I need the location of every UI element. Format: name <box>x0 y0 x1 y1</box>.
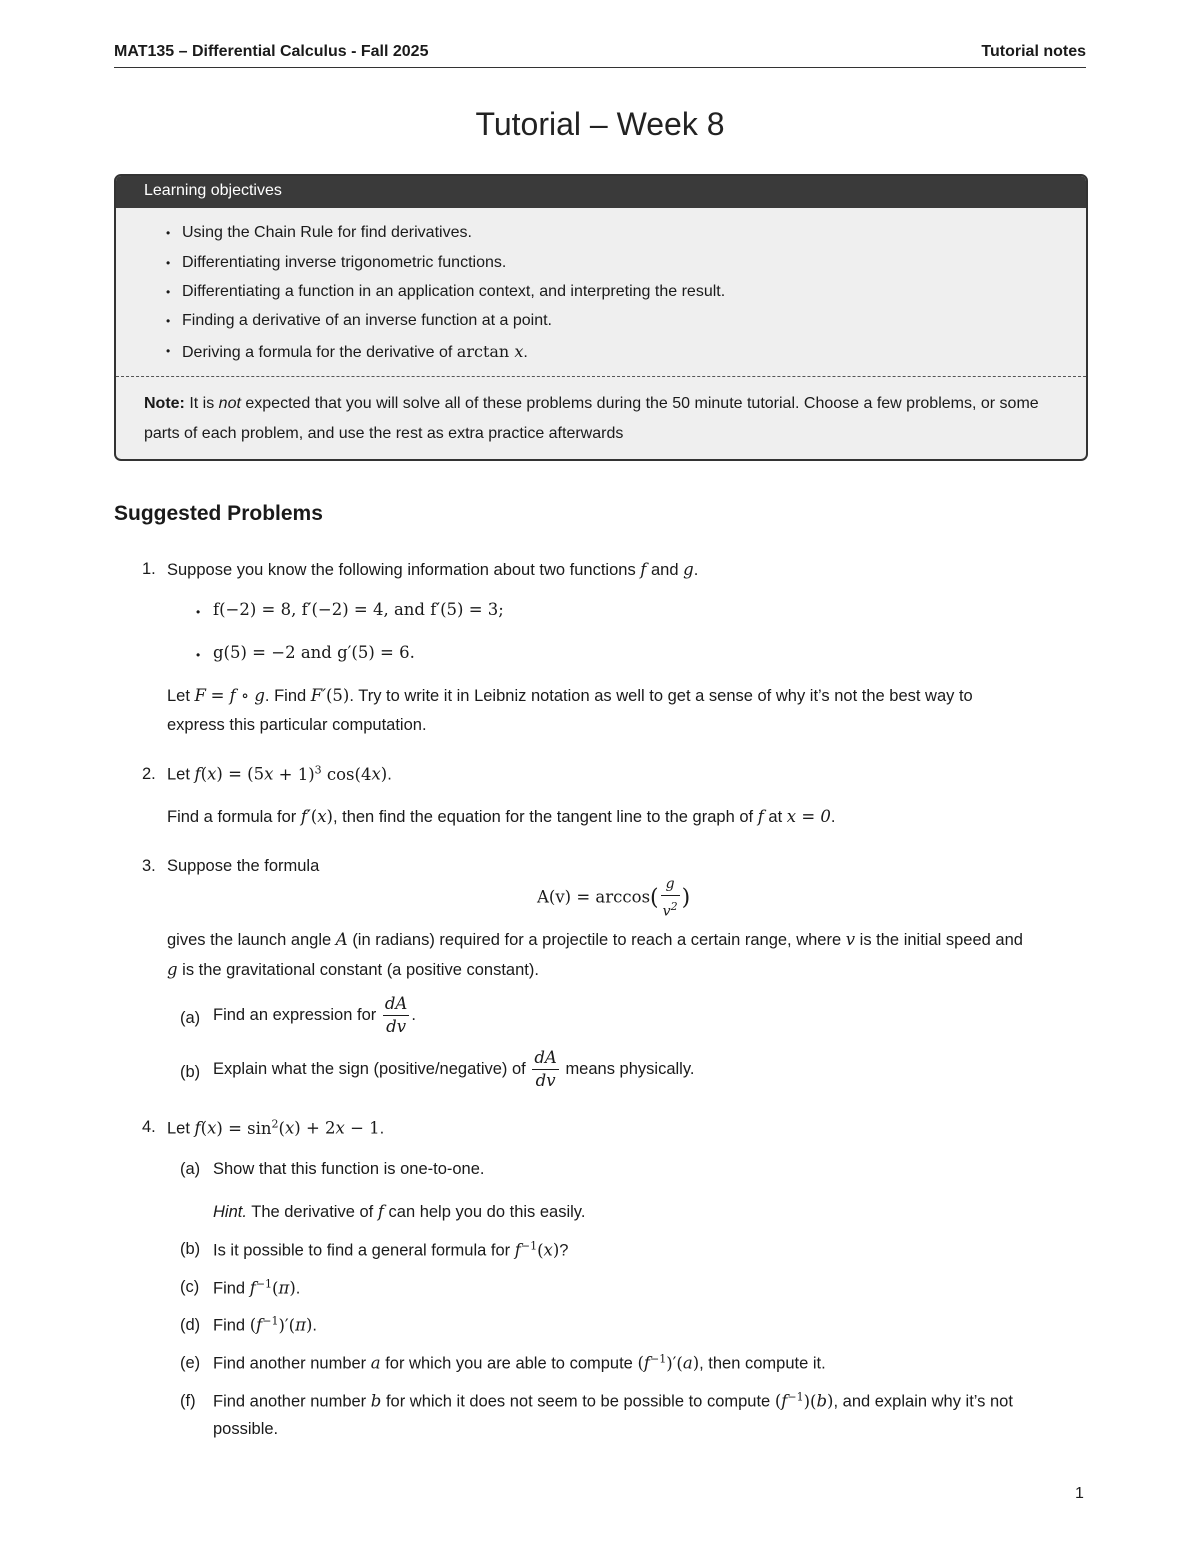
problem-3a: Find an expression for $\frac{dA}{dv}$ . <box>213 994 416 1036</box>
arctan-math: arctan x <box>456 342 524 361</box>
problem-1-task-cont: express this particular computation. <box>167 716 427 734</box>
objective-item: • Differentiating a function in an application context, and interpreting the result. <box>182 283 725 301</box>
objective-item: • Using the Chain Rule for find derivatives. <box>182 224 472 242</box>
problem-number: 2. <box>142 765 156 783</box>
part-label: (d) <box>180 1316 201 1334</box>
problem-3b: Explain what the sign (positive/negative) of $\frac{dA}{dv}$ means physically. <box>213 1048 695 1090</box>
part-label: (e) <box>180 1354 201 1372</box>
bullet-marker: • <box>196 648 201 662</box>
problem-4a-hint: Hint. The derivative of f can help you do this easily. <box>213 1202 586 1221</box>
problem-number: 3. <box>142 857 156 875</box>
problem-1-bullet: g(5) = −2 and g′(5) = 6. <box>213 643 415 662</box>
part-label: (a) <box>180 1009 201 1027</box>
problem-1-task: Let F = f ∘ g. Find F′(5). Try to write it in Leibniz notation as well to get a sense of why it’s not the best way to <box>167 686 973 705</box>
problem-3-desc: gives the launch angle A (in radians) required for a projectile to reach a certain range, where v is the initial speed and <box>167 930 1023 949</box>
problem-3-desc-cont: g is the gravitational constant (a positive constant). <box>167 960 539 979</box>
bullet-marker: • <box>196 605 201 619</box>
part-label: (a) <box>180 1160 201 1178</box>
problem-3-intro: Suppose the formula <box>167 857 320 875</box>
part-label: (b) <box>180 1240 201 1258</box>
problem-4c: Find $f^{-1}(\pi)$. <box>213 1277 301 1298</box>
problem-4d: Find $(f^{-1})'(\pi)$. <box>213 1314 317 1335</box>
objectives-heading-bar <box>116 176 1086 208</box>
objectives-box <box>114 174 1088 461</box>
problem-4f-cont: possible. <box>213 1420 279 1438</box>
objective-item: • Finding a derivative of an inverse function at a point. <box>182 312 552 330</box>
note-text: Note: It is not expected that you will solve all of these problems during the 50 minute tutorial. Choose a few problems, or some parts of each problem, and use the rest as extra practice afterwards <box>144 395 1039 442</box>
page-header <box>114 43 1086 68</box>
course-title: MAT135 – Differential Calculus - Fall 2025 <box>114 43 429 60</box>
problem-1-bullet: f(−2) = 8, f′(−2) = 4, and f′(5) = 3; <box>213 600 504 619</box>
objective-item: • Differentiating inverse trigonometric functions. <box>182 254 506 272</box>
problem-4e: Find another number a for which you are able to compute $(f^{-1})'(a)$, then compute it. <box>213 1352 826 1373</box>
problem-3-formula: A(v) = arccos( $\frac{g}{v^2}$ ) <box>537 873 690 923</box>
objective-item: • Deriving a formula for the derivative of arctan x. <box>182 342 528 362</box>
objective-text: Deriving a formula for the derivative of <box>182 344 453 361</box>
objectives-heading: Learning objectives <box>144 182 282 199</box>
dashed-divider <box>116 376 1086 377</box>
part-label: (f) <box>180 1392 196 1410</box>
note-emphasis: not <box>218 395 241 412</box>
problem-2-task: Find a formula for f′(x), then find the equation for the tangent line to the graph of f at x = 0. <box>167 807 836 826</box>
problem-4a: Show that this function is one-to-one. <box>213 1160 485 1178</box>
problem-4-function: Let $f(x) = \sin^2(x) + 2x - 1$. <box>167 1117 385 1138</box>
part-label: (c) <box>180 1278 200 1296</box>
problem-2-function: Let $f(x) = (5x + 1)^3$ cos(4x). <box>167 763 392 784</box>
page-number: 1 <box>1075 1485 1084 1502</box>
problem-4b: Is it possible to find a general formula for $f^{-1}(x)$? <box>213 1239 569 1260</box>
section-title: Suggested Problems <box>114 502 323 525</box>
page-title: Tutorial – Week 8 <box>475 106 725 142</box>
problem-4f: Find another number b for which it does not seem to be possible to compute $(f^{-1})(b)$, and explain why it’s not <box>213 1390 1013 1411</box>
problem-1-intro: Suppose you know the following information about two functions f and g. <box>167 560 699 579</box>
problem-number: 1. <box>142 560 156 578</box>
part-label: (b) <box>180 1063 201 1081</box>
note-label: Note: <box>144 395 185 412</box>
problem-number: 4. <box>142 1118 156 1136</box>
doc-type: Tutorial notes <box>981 43 1086 60</box>
